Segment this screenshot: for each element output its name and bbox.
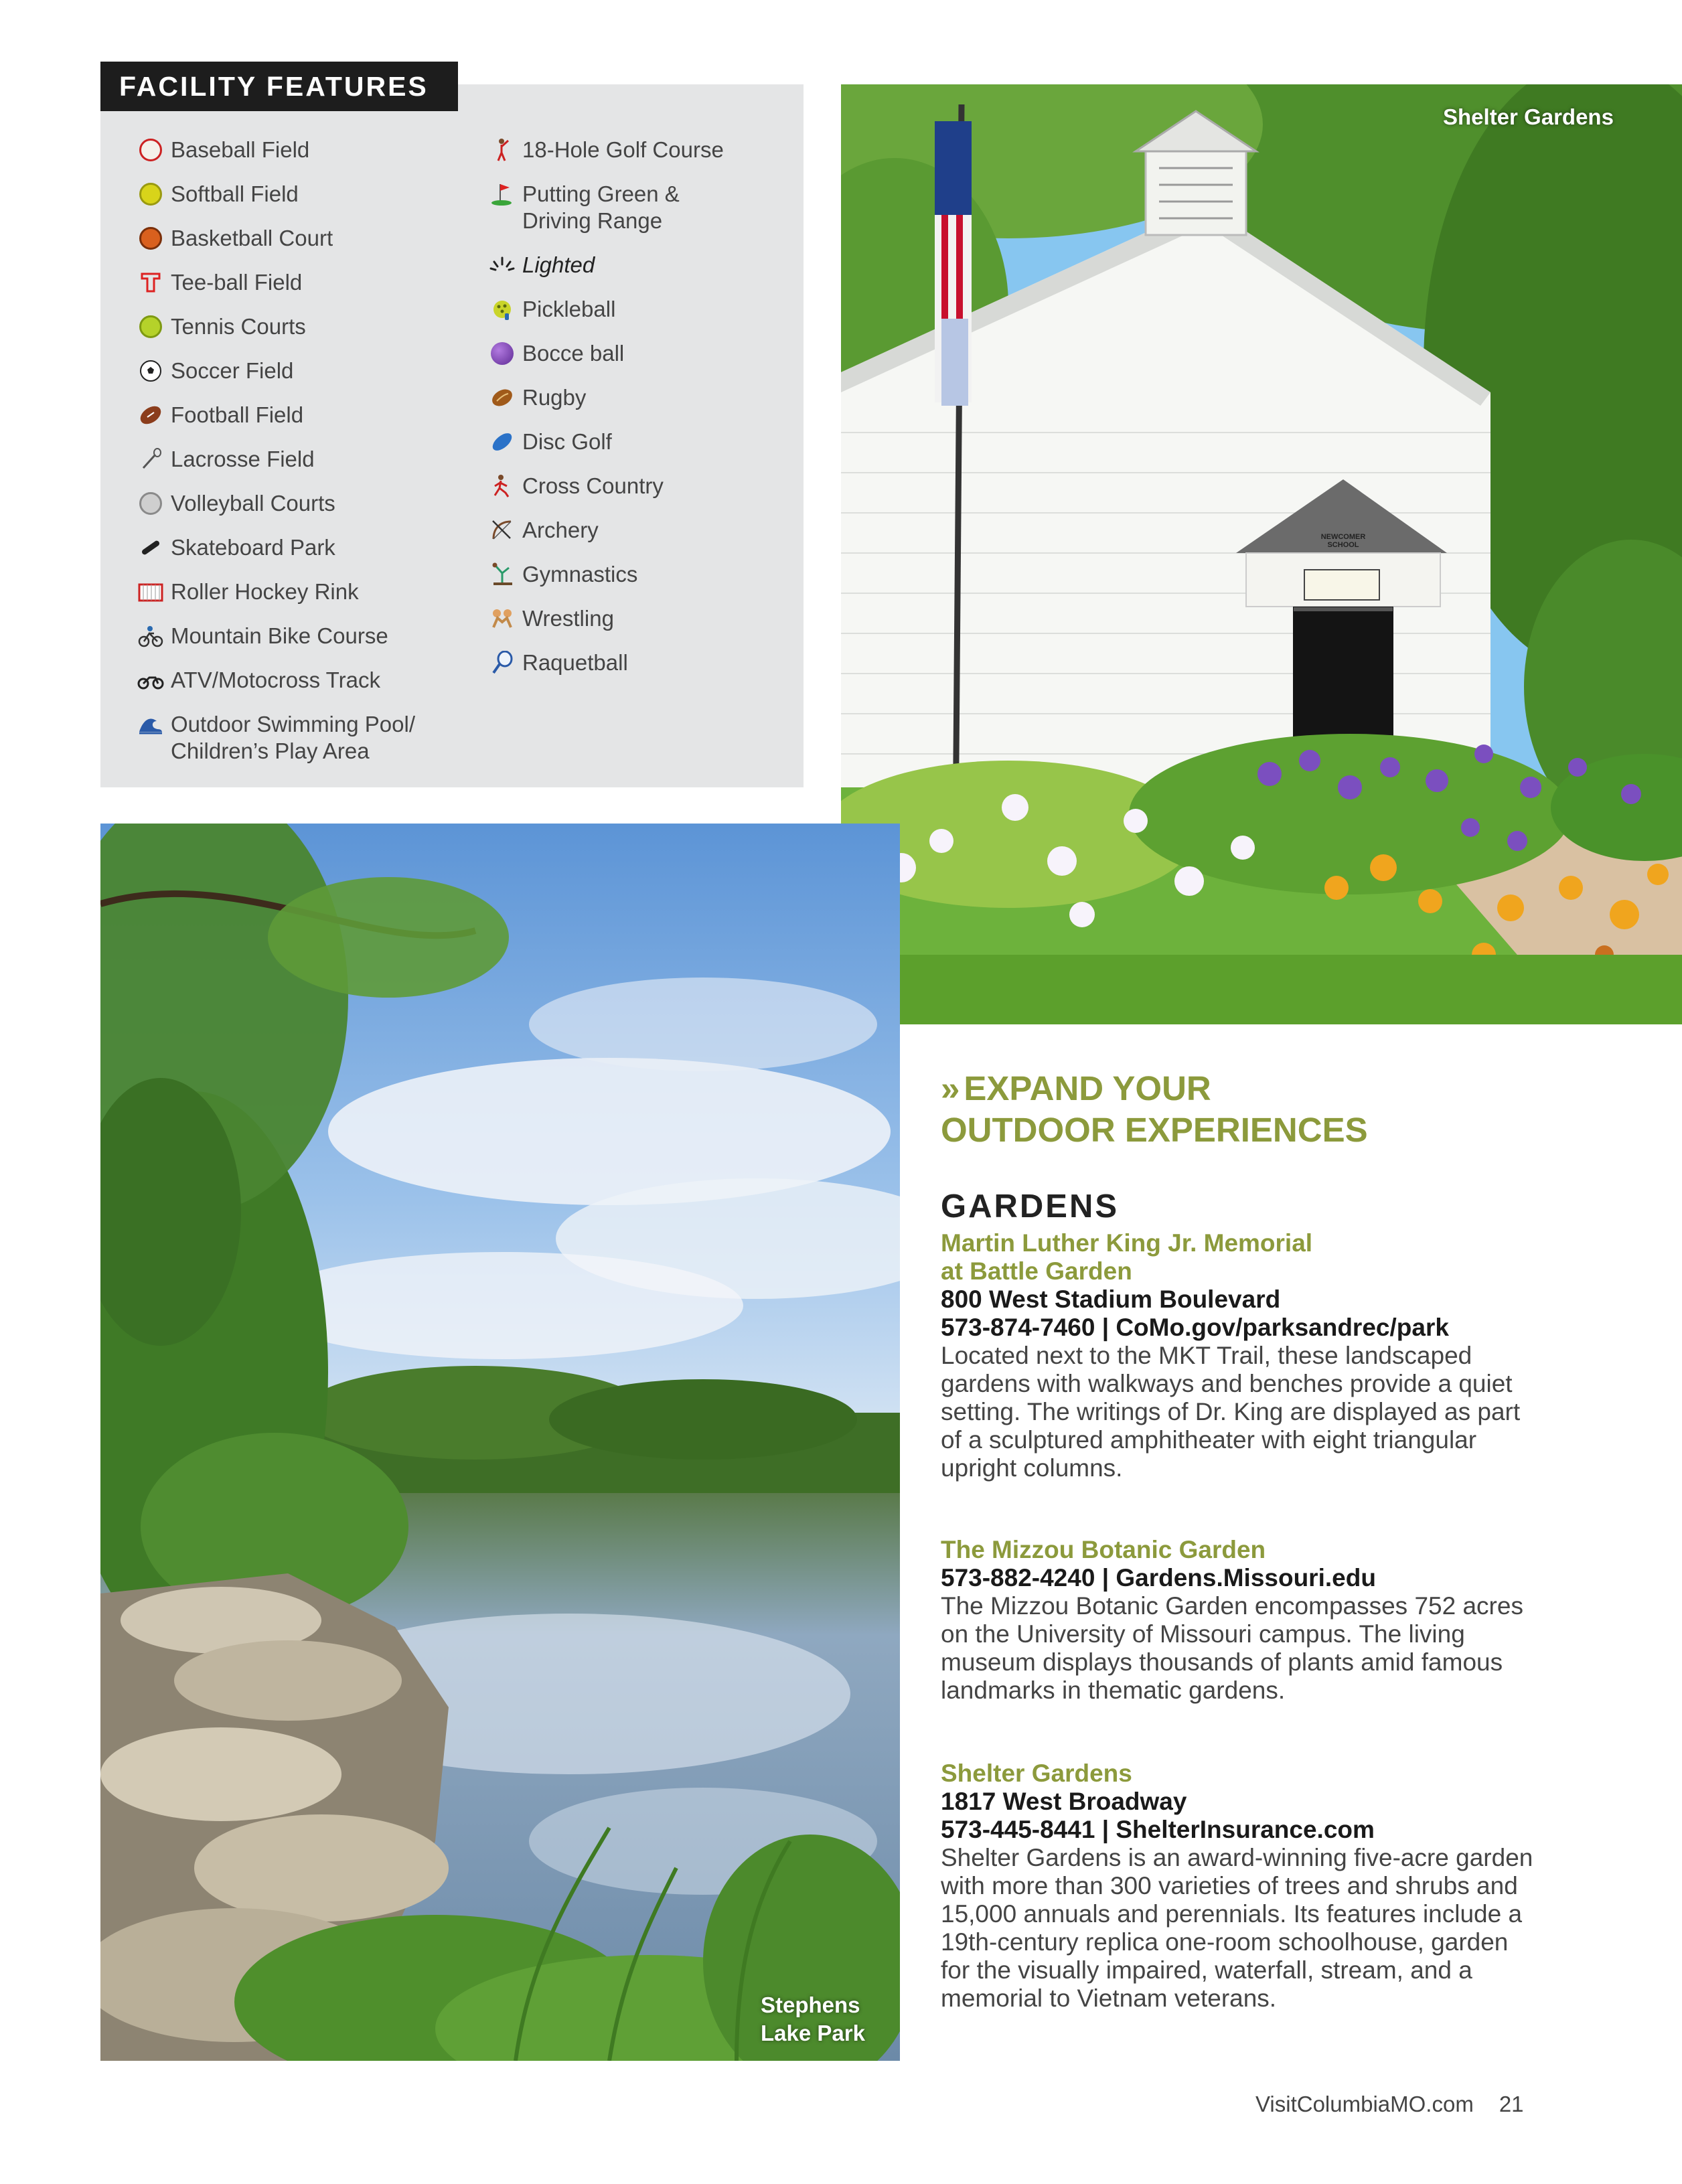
hockey-goal-icon xyxy=(137,578,164,605)
rugby-ball-icon xyxy=(489,384,516,411)
feature-football: Football Field xyxy=(137,402,303,428)
garden-address: 800 West Stadium Boulevard xyxy=(941,1285,1281,1313)
light-rays-icon xyxy=(489,252,516,279)
feature-archery: Archery xyxy=(489,517,599,544)
feature-pickleball: Pickleball xyxy=(489,296,615,323)
bow-arrow-icon xyxy=(489,517,516,544)
facility-features-title: FACILITY FEATURES xyxy=(100,62,458,111)
softball-icon xyxy=(137,181,164,208)
volleyball-icon xyxy=(137,490,164,517)
racquet-icon xyxy=(489,649,516,676)
garden-address: 1817 West Broadway xyxy=(941,1788,1187,1815)
garden-description: Located next to the MKT Trail, these landscaped gardens with walkways and benches provide a quiet setting. The writings of Dr. King are displayed as part of a sculptured amphitheater with eight triangular upright columns. xyxy=(941,1342,1521,1482)
tee-icon xyxy=(137,269,164,296)
feature-disc-golf: Disc Golf xyxy=(489,428,612,455)
feature-atv-motocross: ATV/Motocross Track xyxy=(137,667,380,694)
garden-phone-website: 573-445-8441 | ShelterInsurance.com xyxy=(941,1816,1375,1843)
wrestlers-icon xyxy=(489,605,516,632)
skateboard-icon xyxy=(137,534,164,561)
lacrosse-stick-icon xyxy=(137,446,164,473)
school-sign: NEWCOMER SCHOOL xyxy=(1320,533,1366,549)
garden-entry-mlk xyxy=(941,1229,1543,1482)
garden-name: Martin Luther King Jr. Memorial at Battle Garden xyxy=(941,1229,1313,1285)
feature-swimming-pool: Outdoor Swimming Pool/ Children’s Play Area xyxy=(137,711,415,765)
garden-name: The Mizzou Botanic Garden xyxy=(941,1536,1266,1563)
feature-lacrosse: Lacrosse Field xyxy=(137,446,315,473)
baseball-icon xyxy=(137,137,164,163)
feature-volleyball: Volleyball Courts xyxy=(137,490,335,517)
feature-putting-green: Putting Green & Driving Range xyxy=(489,181,680,234)
garden-name: Shelter Gardens xyxy=(941,1760,1132,1787)
footer-site: VisitColumbiaMO.com xyxy=(1255,2092,1474,2116)
feature-gymnastics: Gymnastics xyxy=(489,561,637,588)
feature-tennis: Tennis Courts xyxy=(137,313,306,340)
tennis-ball-icon xyxy=(137,313,164,340)
mountain-bike-icon xyxy=(137,623,164,649)
lake-photo xyxy=(100,824,900,2061)
feature-cross-country: Cross Country xyxy=(489,473,664,499)
feature-rugby: Rugby xyxy=(489,384,586,411)
feature-wrestling: Wrestling xyxy=(489,605,614,632)
wave-icon xyxy=(137,711,164,738)
garden-phone-website: 573-874-7460 | CoMo.gov/parksandrec/park xyxy=(941,1314,1449,1341)
garden-entry-shelter xyxy=(941,1760,1543,2013)
feature-mountain-bike: Mountain Bike Course xyxy=(137,623,388,649)
feature-bocce: Bocce ball xyxy=(489,340,624,367)
football-icon xyxy=(137,402,164,428)
schoolhouse-caption: Shelter Gardens xyxy=(1443,104,1614,129)
gymnast-icon xyxy=(489,561,516,588)
golf-flag-icon xyxy=(489,181,516,208)
chevron-right-icon: » xyxy=(941,1069,960,1107)
section-heading xyxy=(941,1068,1543,1151)
garden-entry-mizzou xyxy=(941,1536,1543,1705)
feature-soccer: Soccer Field xyxy=(137,358,293,384)
bocce-ball-icon xyxy=(489,340,516,367)
garden-description: The Mizzou Botanic Garden encompasses 752 acres on the University of Missouri campus. The living museum displays thousands of plants amid famous landmarks in thematic gardens. xyxy=(941,1592,1523,1704)
section-heading-text: EXPAND YOUR OUTDOOR EXPERIENCES xyxy=(941,1069,1368,1149)
soccer-ball-icon xyxy=(137,358,164,384)
page-footer xyxy=(1255,2092,1524,2117)
feature-lighted: Lighted xyxy=(489,252,595,279)
garden-description: Shelter Gardens is an award-winning five-acre garden with more than 300 varieties of trees and shrubs and 15,000 annuals and perennials. Its features include a 19th-century replica one-room schoolhouse, garden for the visually impaired, waterfall, stream, and a memorial to Vietnam veterans. xyxy=(941,1844,1533,2012)
gardens-heading: GARDENS xyxy=(941,1188,1120,1225)
runner-icon xyxy=(489,473,516,499)
pickleball-icon xyxy=(489,296,516,323)
feature-raquetball: Raquetball xyxy=(489,649,628,676)
lake-caption: Stephens Lake Park xyxy=(761,1993,865,2045)
feature-skateboard: Skateboard Park xyxy=(137,534,335,561)
feature-baseball: Baseball Field xyxy=(137,137,309,163)
garden-phone-website: 573-882-4240 | Gardens.Missouri.edu xyxy=(941,1564,1376,1591)
feature-basketball: Basketball Court xyxy=(137,225,333,252)
feature-softball: Softball Field xyxy=(137,181,299,208)
motorcycle-icon xyxy=(137,667,164,694)
basketball-icon xyxy=(137,225,164,252)
feature-roller-hockey: Roller Hockey Rink xyxy=(137,578,359,605)
disc-icon xyxy=(489,428,516,455)
feature-tee-ball: Tee-ball Field xyxy=(137,269,302,296)
golfer-icon xyxy=(489,137,516,163)
schoolhouse-photo xyxy=(841,84,1682,1024)
feature-golf-course: 18-Hole Golf Course xyxy=(489,137,724,163)
page-number: 21 xyxy=(1499,2092,1524,2116)
